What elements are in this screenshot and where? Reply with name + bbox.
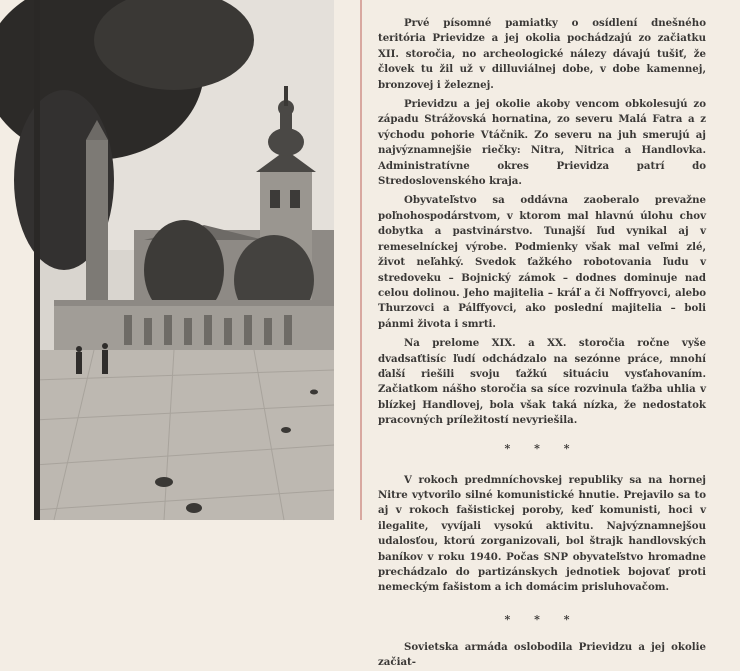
paragraph-agriculture: Obyvateľstvo sa oddávna zaoberalo prevažne poľnohospodárstvom, v ktorom mal hlavnú úlohu chov dobytka a pastvinárstvo. Tunajší ľud vynikal aj v remeselníckej výrobe. Podmienky však mal veľmi zlé, život neľahký. Svedok ťažkého robotovania ľudu v stredoveku – Bojnický zámok – dodnes dominuje nad celou dolinou. Jeho majitelia – kráľ a či Noffryovci, alebo Thurzovci a Pálffyovci, ako poslední majitelia – boli pánmi života i smrti.	[378, 194, 706, 330]
paragraph-communist-movement: V rokoch predmníchovskej republiky sa na hornej Nitre vytvorilo silné komunistické hnutie. Prejavilo sa to aj v rokoch fašistickej poroby, keď komunisti, hoci v ilegalite, vyvíjali vysokú aktivitu. Najvýznamnejšou udalosťou, ktorú zorganizovali, bol štrajk handlovských baníkov v roku 1940. Počas SNP obyvateľstvo hromadne prechádzalo do partizánskych jednotiek bojovať proti nemeckým fašistom a ich domácim prisluhovačom.	[378, 473, 706, 594]
paragraph-liberation: Sovietska armáda oslobodila Prievidzu a jej okolie začiat-	[378, 640, 706, 669]
paragraph-geography: Prievidzu a jej okolie akoby vencom obkolesujú zo západu Strážovská hornatina, zo severu Malá Fatra a z východu pohorie Vtáčnik. Zo severu na juh smerujú aj najvýznamnejšie riečky: Nitra, Nitrica a Handlovka. Administratívne okres Prievidza patrí do Stredoslovenského kraja.	[378, 98, 706, 188]
section-separator: * * *	[504, 441, 580, 455]
paragraph-emigration: Na prelome XIX. a XX. storočia ročne vyše dvadsaťtisíc ľudí odchádzalo na sezónne práce, mnohí ďalší riešili svoju ťažkú situáciu vysťahovaním. Začiatkom nášho storočia sa síce rozvinula ťažba uhlia v blízkej Handlovej, bola však taká nízka, že nedostatok pracovných príležitostí nevyriešila.	[378, 337, 706, 427]
town-square-photo	[34, 0, 334, 520]
section-separator: * * *	[504, 612, 580, 626]
column-divider	[360, 0, 362, 520]
text-column	[372, 0, 712, 669]
paragraph-history: Prvé písomné pamiatky o osídlení dnešného teritória Prievidze a jej okolia pochádzajú zo začiatku XII. storočia, no archeologické nálezy dávajú tušiť, že človek tu žil už v dilluviálnej dobe, v dobe kamennej, bronzovej i železnej.	[378, 17, 706, 91]
